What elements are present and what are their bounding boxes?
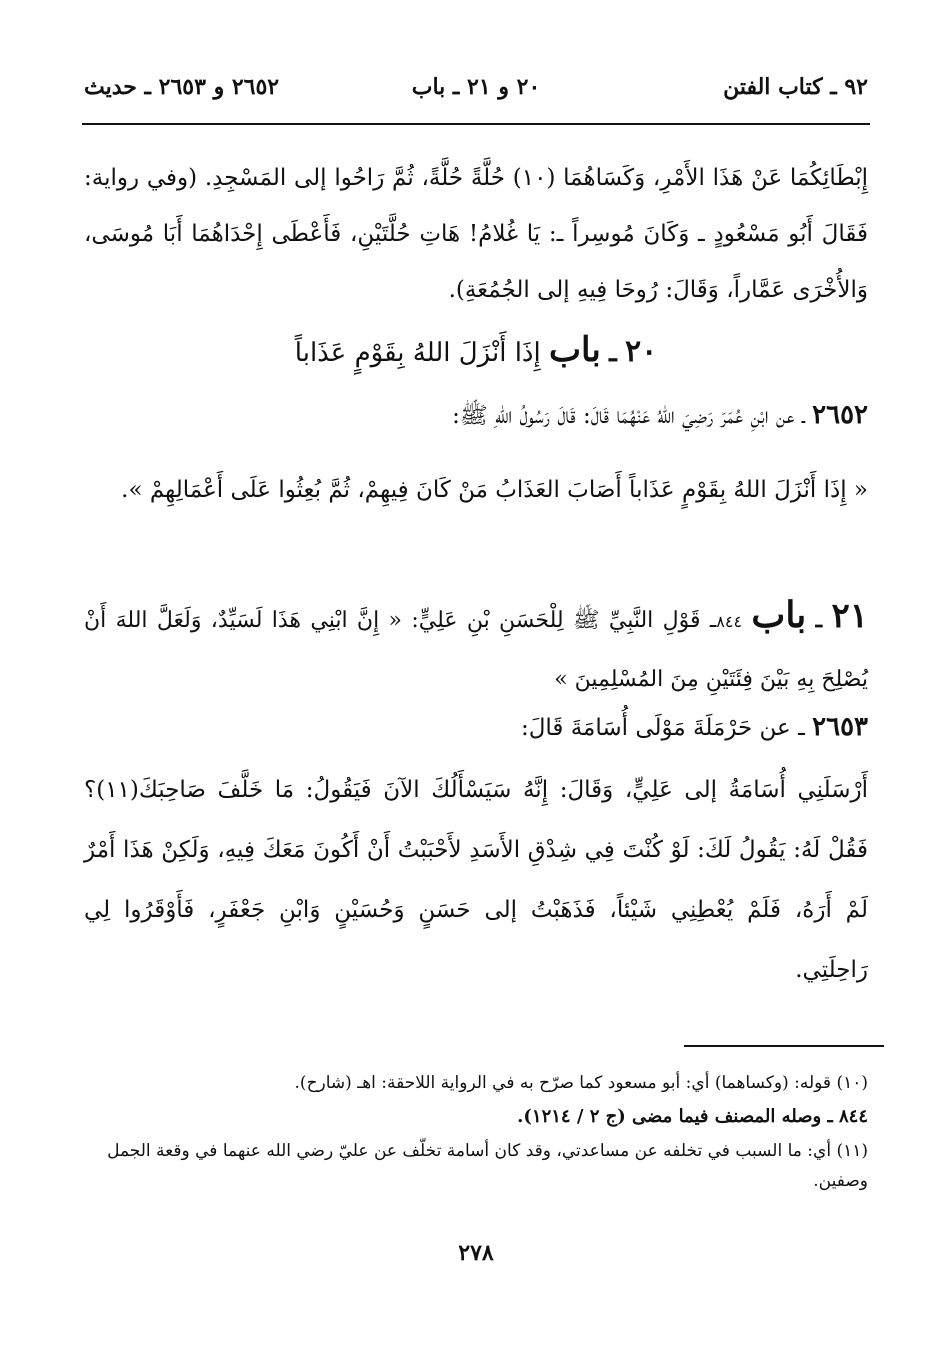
footnote-rule [684, 1045, 884, 1047]
page-number: ٢٧٨ [458, 1240, 494, 1266]
footnote-844: ٨٤٤ ـ وصله المصنف فيما مضى (ج ٢ / ١٢١٤). [517, 1106, 868, 1127]
footnote-11: (١١) أي: ما السبب في تخلفه عن مساعدتي، وقد كان أسامة تخلّف عن عليّ رضي الله عنهما في وقعة الجمل وصفين. [107, 1141, 868, 1191]
header-hadith-range: ٢٦٥٢ و ٢٦٥٣ ـ حديث [84, 74, 280, 100]
hadith-2652-text: « إِذَا أَنْزَلَ اللهُ بِقَوْمٍ عَذَاباً أَصَابَ العَذَابُ مَنْ كَانَ فِيهِمْ، ثُمَّ بُعِثُوا عَلَى أَعْمَالِهِمْ ». [121, 477, 868, 503]
hadith-2653-intro-line [84, 712, 868, 742]
chapter-20-separator: ـ [609, 338, 617, 368]
header-book-title: ٩٢ ـ كتاب الفتن [723, 74, 868, 100]
hadith-2652-number: ٢٦٥٢ [812, 400, 868, 430]
hadith-2653-text: أَرْسَلَنِي أُسَامَةُ إلى عَلِيٍّ، وَقَالَ: إِنَّهُ سَيَسْأَلُكَ الآنَ فَيَقُولُ: مَا خَلَّفَ صَاحِبَكَ(١١)؟ فَقُلْ لَهُ: يَقُولُ لَكَ: لَوْ كُنْتَ فِي شِدْقِ الأَسَدِ لأَحْبَبْتُ أَنْ أَكُونَ مَعَكَ فِيهِ، وَلَكِنْ هَذَا أَمْرٌ لَمْ أَرَهُ، فَلَمْ يُعْطِنِي شَيْئاً، فَذَهَبْتُ إلى حَسَنٍ وَحُسَيْنٍ وَابْنِ جَعْفَرٍ، فَأَوْقَرُوا لِي رَاحِلَتِي. [84, 777, 868, 983]
footnote-10: (١٠) قوله: (وكساهما) أي: أبو مسعود كما صرّح به في الرواية اللاحقة: اهـ (شارح). [294, 1073, 868, 1093]
paragraph-continuation: إِبْطَائِكُمَا عَنْ هَذَا الأَمْرِ، وَكَسَاهُمَا (١٠) حُلَّةً حُلَّةً، ثُمَّ رَاحُوا إلى المَسْجِدِ. (وفي رواية: فَقَالَ أَبُو مَسْعُودٍ ـ وَكَانَ مُوسِراً ـ: يَا غُلامُ! هَاتِ حُلَّتَيْنِ، فَأَعْطَى إِحْدَاهُمَا أَبَا مُوسَى، وَالأُخْرَى عَمَّاراً، وَقَالَ: رُوحَا فِيهِ إلى الجُمُعَةِ). [84, 165, 869, 303]
hadith-2652-intro: ـ عن ابْنِ عُمَرَ رَضِيَ اللهُ عَنْهُمَا قَالَ: قَالَ رَسُولُ اللهِ ﷺ: [452, 403, 805, 429]
hadith-2652-intro-line [84, 400, 868, 435]
chapter-20-number: ٢٠ [624, 334, 658, 369]
footnotes [84, 1068, 868, 1200]
chapter-20-title: إِذَا أَنْزَلَ اللهُ بِقَوْمٍ عَذَاباً [294, 338, 541, 368]
header-rule [82, 123, 870, 125]
chapter-21-number: ٢١ [831, 596, 868, 636]
chapter-21-title: ـ قَوْلِ النَّبِيِّ ﷺ لِلْحَسَنِ بْنِ عَلِيٍّ: « إِنَّ ابْنِي هَذَا لَسَيِّدٌ، وَلَعَلَّ اللهَ أَنْ يُصْلِحَ بِهِ بَيْنَ فِئَتَيْنِ مِنَ المُسْلِمِينَ » [84, 608, 868, 692]
chapter-21-bab: باب [751, 594, 807, 636]
chapter-20-heading [84, 330, 868, 370]
hadith-2653-intro: ـ عن حَرْمَلَةَ مَوْلَى أُسَامَةَ قَالَ: [520, 715, 805, 741]
chapter-21-heading [84, 586, 868, 709]
chapter-20-bab: باب [548, 330, 601, 370]
running-header [84, 74, 868, 114]
hadith-2653-number: ٢٦٥٣ [812, 712, 868, 742]
chapter-21-separator: ـ [815, 607, 823, 633]
chapter-21-note-number: ٨٤٤ [716, 612, 743, 631]
header-chapters: ٢٠ و ٢١ ـ باب [411, 74, 541, 100]
